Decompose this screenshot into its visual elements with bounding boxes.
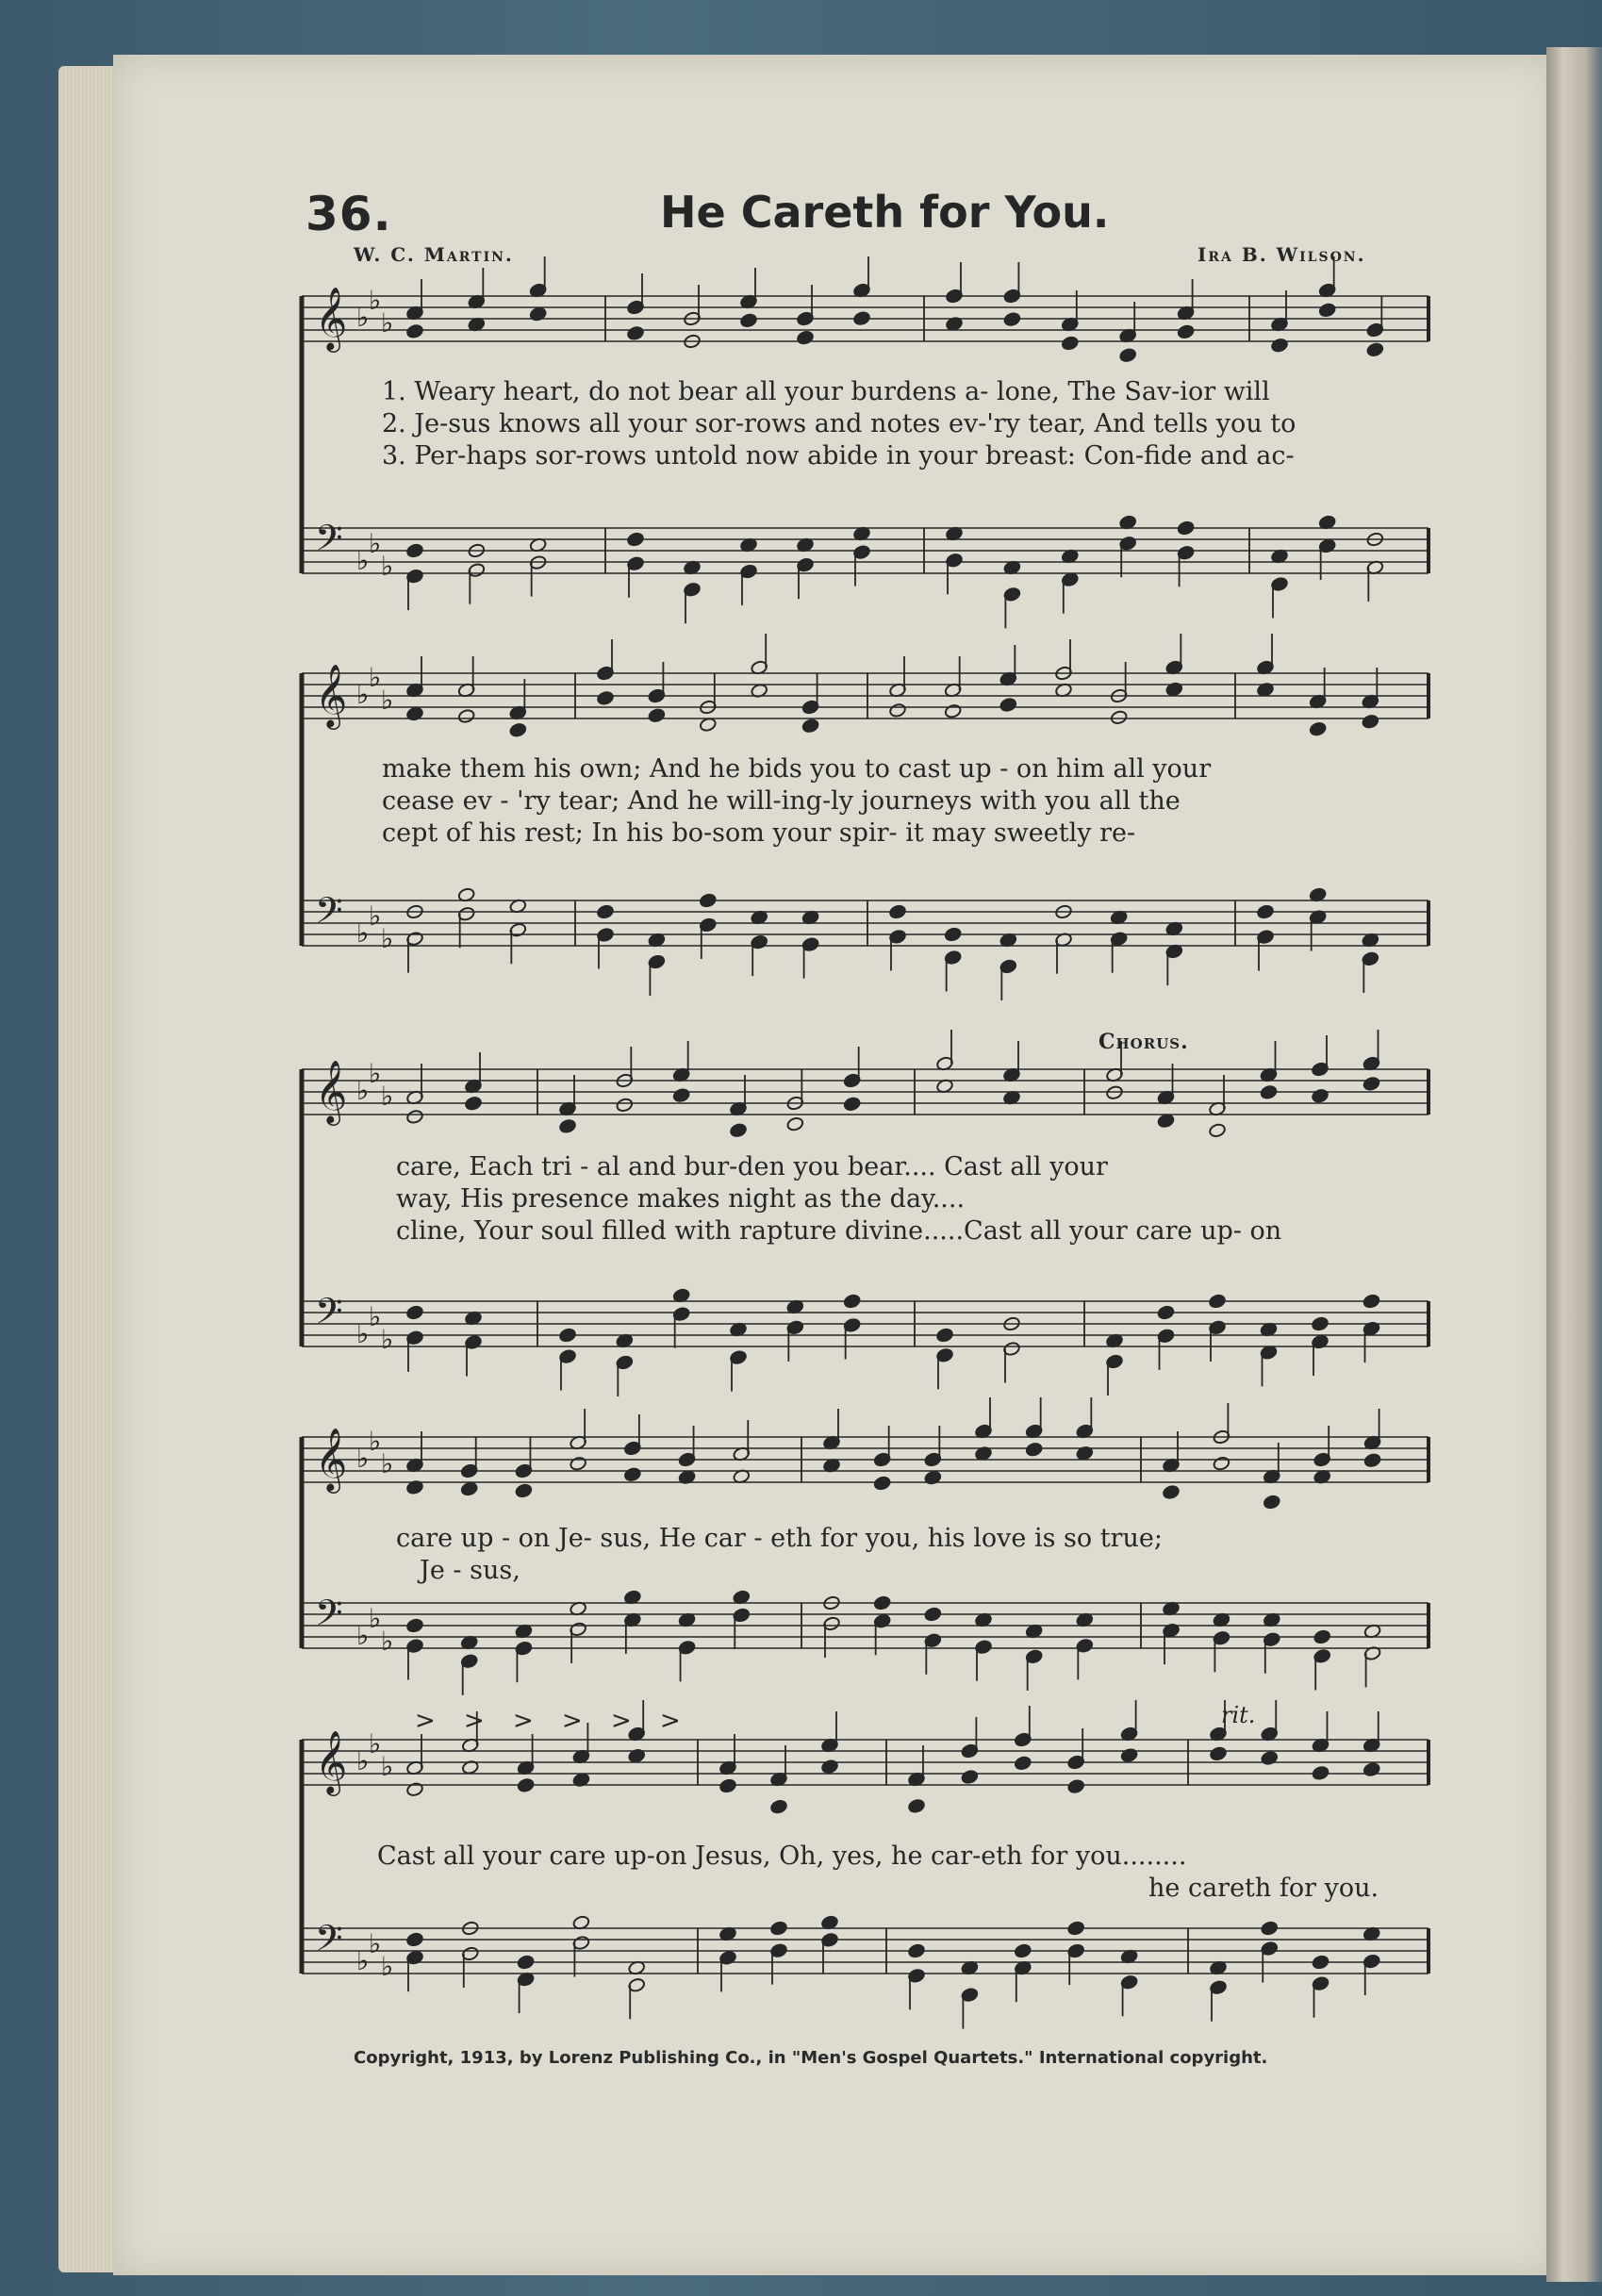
svg-text:>: >	[415, 1707, 436, 1735]
svg-text:♭: ♭	[369, 285, 382, 316]
svg-text:>: >	[562, 1707, 583, 1735]
svg-text:♭: ♭	[356, 1745, 370, 1776]
lyric-verse-1: care, Each tri - al and bur-den you bear.... Cast all your	[396, 1152, 1108, 1181]
svg-text:♭: ♭	[356, 1443, 370, 1474]
hymn-title: He Careth for You.	[660, 187, 1110, 238]
music-system-2	[302, 660, 1433, 1028]
lyric-line-2: Je - sus,	[420, 1556, 520, 1585]
svg-text:𝄞: 𝄞	[315, 663, 348, 728]
ritardando-marking: rit.	[1221, 1702, 1256, 1728]
svg-text:♭: ♭	[381, 1324, 394, 1355]
svg-text:♭: ♭	[356, 302, 370, 333]
svg-text:♭: ♭	[369, 662, 382, 693]
svg-text:♭: ♭	[381, 923, 394, 954]
lyricist-credit: W. C. Martin.	[354, 243, 514, 266]
hymn-number: 36.	[306, 187, 392, 241]
svg-text:♭: ♭	[381, 1081, 394, 1112]
chorus-label: Chorus.	[1098, 1030, 1189, 1054]
svg-text:𝄞: 𝄞	[315, 1427, 348, 1492]
svg-text:♭: ♭	[356, 1620, 370, 1651]
lyric-line-2: he careth for you.	[1148, 1874, 1379, 1903]
svg-text:♭: ♭	[356, 1945, 370, 1976]
svg-text:♭: ♭	[369, 1058, 382, 1089]
svg-text:♭: ♭	[381, 1951, 394, 1982]
svg-text:♭: ♭	[369, 1301, 382, 1332]
lyric-verse-2: 2. Je-sus knows all your sor-rows and notes ev-'ry tear, And tells you to	[382, 409, 1296, 438]
book-gutter	[1546, 47, 1602, 2282]
svg-text:>: >	[660, 1707, 681, 1735]
svg-text:♭: ♭	[356, 917, 370, 949]
svg-text:♭: ♭	[369, 1928, 382, 1959]
svg-text:♭: ♭	[381, 1751, 394, 1782]
music-system-4	[302, 1424, 1433, 1716]
svg-text:♭: ♭	[356, 1075, 370, 1106]
lyric-verse-2: way, His presence makes night as the day....	[396, 1184, 966, 1214]
music-system-1	[302, 283, 1433, 651]
copyright-notice: Copyright, 1913, by Lorenz Publishing Co., in "Men's Gospel Quartets." International copyright.	[354, 2048, 1268, 2068]
svg-text:𝄢: 𝄢	[315, 1592, 343, 1644]
staff-notation	[302, 1702, 1433, 2041]
lyric-verse-3: cept of his rest; In his bo-som your spir- it may sweetly re-	[382, 818, 1136, 848]
svg-text:𝄞: 𝄞	[315, 1059, 348, 1124]
music-system-5	[302, 1702, 1433, 2041]
svg-text:♭: ♭	[381, 1626, 394, 1657]
composer-credit: Ira B. Wilson.	[1197, 243, 1366, 266]
lyric-verse-2: cease ev - 'ry tear; And he will-ing-ly journeys with you all the	[382, 786, 1181, 816]
svg-text:>: >	[611, 1707, 632, 1735]
svg-text:♭: ♭	[381, 551, 394, 582]
svg-text:𝄢: 𝄢	[315, 1917, 343, 1969]
svg-text:♭: ♭	[369, 1603, 382, 1634]
svg-text:♭: ♭	[356, 679, 370, 710]
lyric-verse-3: 3. Per-haps sor-rows untold now abide in your breast: Con-fide and ac-	[382, 441, 1295, 471]
svg-text:𝄞: 𝄞	[315, 286, 348, 351]
lyric-line-1: care up - on Je- sus, He car - eth for you, his love is so true;	[396, 1524, 1163, 1553]
svg-text:𝄢: 𝄢	[315, 1290, 343, 1342]
svg-text:𝄞: 𝄞	[315, 1729, 348, 1794]
lyric-verse-3: cline, Your soul filled with rapture divine.....Cast all your care up- on	[396, 1216, 1282, 1246]
svg-text:♭: ♭	[356, 1318, 370, 1349]
svg-text:♭: ♭	[381, 307, 394, 339]
svg-text:♭: ♭	[369, 1728, 382, 1759]
lyric-verse-1: make them his own; And he bids you to cast up - on him all your	[382, 754, 1212, 784]
svg-text:♭: ♭	[369, 528, 382, 559]
svg-text:>: >	[513, 1707, 534, 1735]
svg-text:♭: ♭	[381, 1448, 394, 1479]
svg-text:𝄢: 𝄢	[315, 517, 343, 569]
svg-text:♭: ♭	[381, 685, 394, 716]
svg-text:♭: ♭	[369, 900, 382, 932]
svg-text:♭: ♭	[356, 545, 370, 576]
music-system-3	[302, 1030, 1433, 1433]
svg-text:>: >	[464, 1707, 485, 1735]
lyric-line-1: Cast all your care up-on Jesus, Oh, yes, he car-eth for you........	[377, 1842, 1187, 1871]
svg-text:𝄢: 𝄢	[315, 889, 343, 941]
svg-text:♭: ♭	[369, 1426, 382, 1457]
lyric-verse-1: 1. Weary heart, do not bear all your burdens a- lone, The Sav-ior will	[382, 377, 1270, 406]
